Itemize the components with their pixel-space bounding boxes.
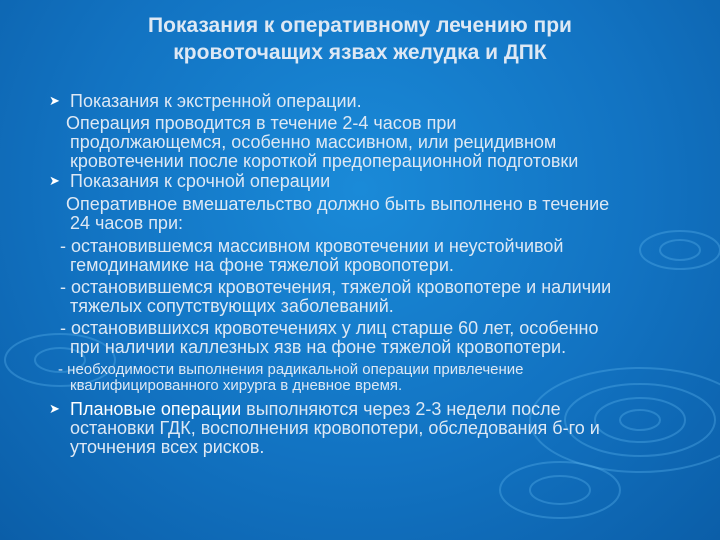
bullet-line: остановки ГДК, восполнения кровопотери, обследования б-го и: [70, 418, 600, 438]
bullet-line: уточнения всех рисков.: [70, 437, 265, 457]
slide-body: [0, 92, 720, 457]
dash-item: [0, 278, 720, 316]
paragraph-line: Оперативное вмешательство должно быть выполнено в течение: [66, 194, 610, 214]
bullet-item-urgent: [0, 172, 720, 191]
paragraph-line: Операция проводится в течение 2-4 часов при: [66, 113, 457, 133]
dash-line: - остановившемся кровотечения, тяжелой кровопотере и наличии: [60, 277, 612, 297]
dash-line: гемодинамике на фоне тяжелой кровопотери.: [70, 255, 454, 275]
dash-line: при наличии каллезных язв на фоне тяжелой кровопотери.: [70, 337, 567, 357]
paragraph-line: продолжающемся, особенно массивном, или рецидивном: [70, 132, 557, 152]
dash-line: - остановившемся массивном кровотечении и неустойчивой: [60, 236, 564, 256]
dash-item-small: [0, 362, 720, 394]
bullet-text: Показания к срочной операции: [70, 171, 331, 191]
dash-line: - необходимости выполнения радикальной операции привлечение: [58, 361, 524, 378]
dash-item: [0, 319, 720, 357]
slide-title: [60, 12, 660, 66]
title-line-2: кровоточащих язвах желудка и ДПК: [173, 41, 547, 64]
bullet-text: Показания к экстренной операции.: [70, 91, 362, 111]
bullet-text: [70, 400, 680, 419]
paragraph-line: 24 часов при:: [70, 213, 184, 233]
dash-line: тяжелых сопутствующих заболеваний.: [70, 296, 394, 316]
planned-operations-label: Плановые операции: [70, 399, 242, 419]
paragraph-line: кровотечении после короткой предоперационной подготовки: [70, 151, 579, 171]
dash-line: - остановившихся кровотечениях у лиц старше 60 лет, особенно: [60, 318, 599, 338]
bullet-item-emergency: [0, 92, 720, 111]
title-line-1: Показания к оперативному лечению при: [148, 14, 572, 37]
bullet-item-planned: [0, 400, 720, 457]
arrowhead-bullet-icon: ➤: [49, 173, 60, 188]
dash-line: квалифицированного хирурга в дневное время.: [70, 377, 403, 394]
paragraph-emergency: [0, 114, 720, 171]
paragraph-urgent: [0, 195, 720, 233]
arrowhead-bullet-icon: ➤: [49, 93, 60, 108]
planned-operations-text: выполняются через 2-3 недели после: [241, 399, 561, 419]
dash-item: [0, 237, 720, 275]
arrowhead-bullet-icon: ➤: [49, 401, 60, 416]
